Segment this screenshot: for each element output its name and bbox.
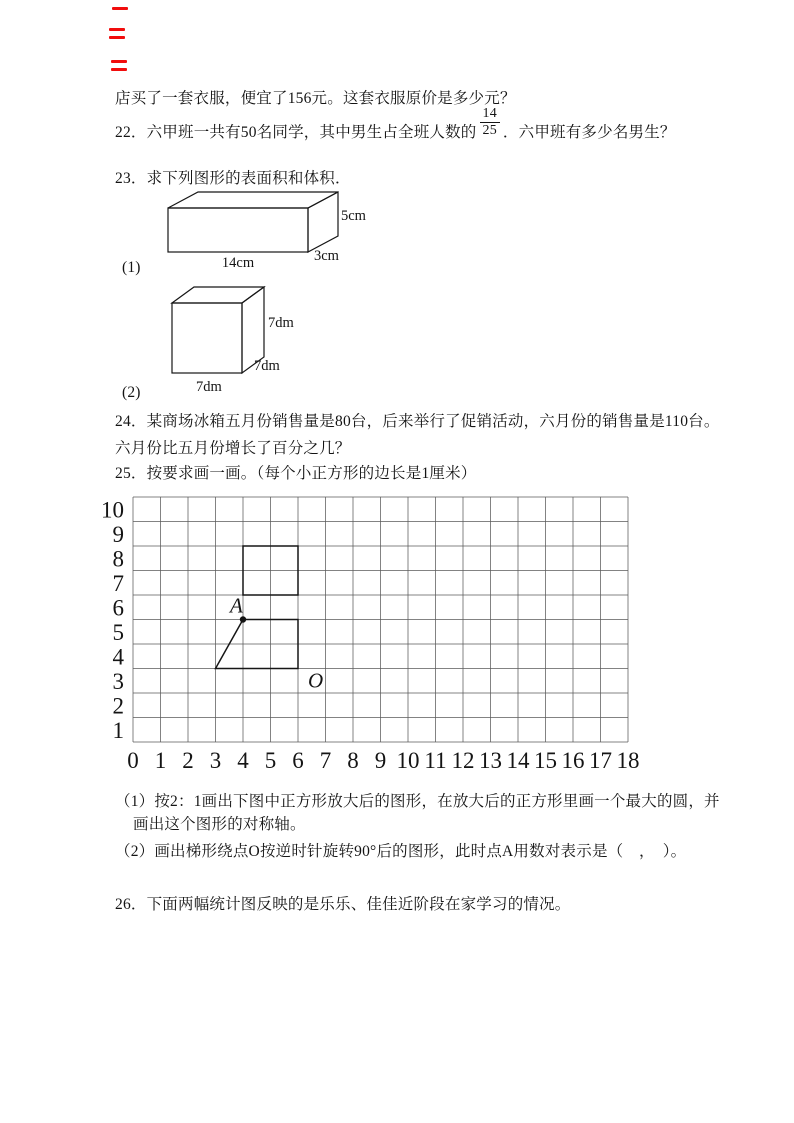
x-axis-label: 5 xyxy=(264,748,277,773)
cube-edge-bottom-label: 7dm xyxy=(196,379,222,395)
red-seal-mark xyxy=(112,7,128,10)
cuboid-depth-label: 3cm xyxy=(314,248,339,264)
x-axis-label: 1 xyxy=(154,748,167,773)
x-axis-label: 11 xyxy=(424,748,447,773)
cube-edge-depth-label: 7dm xyxy=(254,358,280,374)
x-axis-label: 7 xyxy=(319,748,332,773)
question-24-line2: 六月份比五月份增长了百分之几？ xyxy=(115,440,351,457)
y-axis-label: 9 xyxy=(112,521,124,547)
y-axis-label: 1 xyxy=(112,717,124,743)
x-axis-label: 14 xyxy=(506,748,530,773)
y-axis-label: 10 xyxy=(101,497,124,523)
part-2-label: (2) xyxy=(122,384,141,401)
cube-figure xyxy=(150,285,340,403)
point-o-label: O xyxy=(308,668,324,693)
x-axis-label: 6 xyxy=(292,748,304,773)
x-axis-label: 10 xyxy=(396,748,420,773)
cube-edge-right-label: 7dm xyxy=(268,315,294,331)
x-axis-label: 8 xyxy=(347,748,359,773)
y-axis-label: 7 xyxy=(112,570,124,596)
fraction-numerator: 14 xyxy=(482,106,497,121)
question-25-text: 25．按要求画一画。（每个小正方形的边长是1厘米） xyxy=(115,465,477,482)
x-axis-label: 18 xyxy=(616,748,640,773)
x-axis-label: 17 xyxy=(589,748,612,773)
question-26-text: 26．下面两幅统计图反映的是乐乐、佳佳近阶段在家学习的情况。 xyxy=(115,896,571,913)
red-seal-mark xyxy=(111,68,127,71)
question-21-tail-text: 店买了一套衣服，便宜了156元。这套衣服原价是多少元？ xyxy=(115,90,516,107)
cuboid-length-label: 14cm xyxy=(221,255,255,271)
question-25-sub1-line1: （1）按2：1画出下图中正方形放大后的图形，在放大后的正方形里画一个最大的圆，并 xyxy=(115,793,720,810)
coordinate-grid xyxy=(95,490,655,785)
x-axis-label: 12 xyxy=(451,748,475,773)
red-seal-mark xyxy=(109,36,125,39)
part-1-label: (1) xyxy=(122,259,141,276)
x-axis-label: 0 xyxy=(127,748,139,773)
y-axis-label: 3 xyxy=(112,668,124,694)
red-seal-mark xyxy=(109,28,125,31)
cube-drawing xyxy=(172,287,264,373)
x-axis-label: 4 xyxy=(237,748,249,773)
x-axis-label: 15 xyxy=(534,748,557,773)
x-axis-label: 9 xyxy=(374,748,387,773)
question-25-sub2-text: （2）画出梯形绕点O按逆时针旋转90°后的图形，此时点A用数对表示是（ ， ）。 xyxy=(115,843,687,860)
y-axis-label: 6 xyxy=(112,595,124,621)
question-22-post-text: ．六甲班有多少名男生？ xyxy=(502,124,676,141)
question-22-pre-text: 22．六甲班一共有50名同学，其中男生占全班人数的 xyxy=(115,124,477,141)
cuboid-figure xyxy=(138,183,408,278)
y-axis-label: 8 xyxy=(112,546,124,572)
y-axis-label: 2 xyxy=(112,693,124,719)
red-seal-mark xyxy=(111,60,127,63)
y-axis-label: 4 xyxy=(112,644,124,670)
question-22 xyxy=(115,106,676,144)
point-a-label: A xyxy=(230,593,243,618)
question-25-sub1-line2: 画出这个图形的对称轴。 xyxy=(133,816,306,833)
fraction-denominator: 25 xyxy=(480,122,500,139)
x-axis-label: 16 xyxy=(561,748,585,773)
question-24-line1: 24．某商场冰箱五月份销售量是80台，后来举行了促销活动，六月份的销售量是110台。 xyxy=(115,413,720,430)
question-23-text: 23．求下列图形的表面积和体积． xyxy=(115,170,351,187)
x-axis-label: 2 xyxy=(182,748,194,773)
cuboid-drawing xyxy=(168,192,338,252)
x-axis-label: 3 xyxy=(209,748,222,773)
y-axis-label: 5 xyxy=(112,619,124,645)
x-axis-label: 13 xyxy=(479,748,502,773)
fraction-14-25 xyxy=(480,106,500,139)
cuboid-height-label: 5cm xyxy=(341,208,366,224)
